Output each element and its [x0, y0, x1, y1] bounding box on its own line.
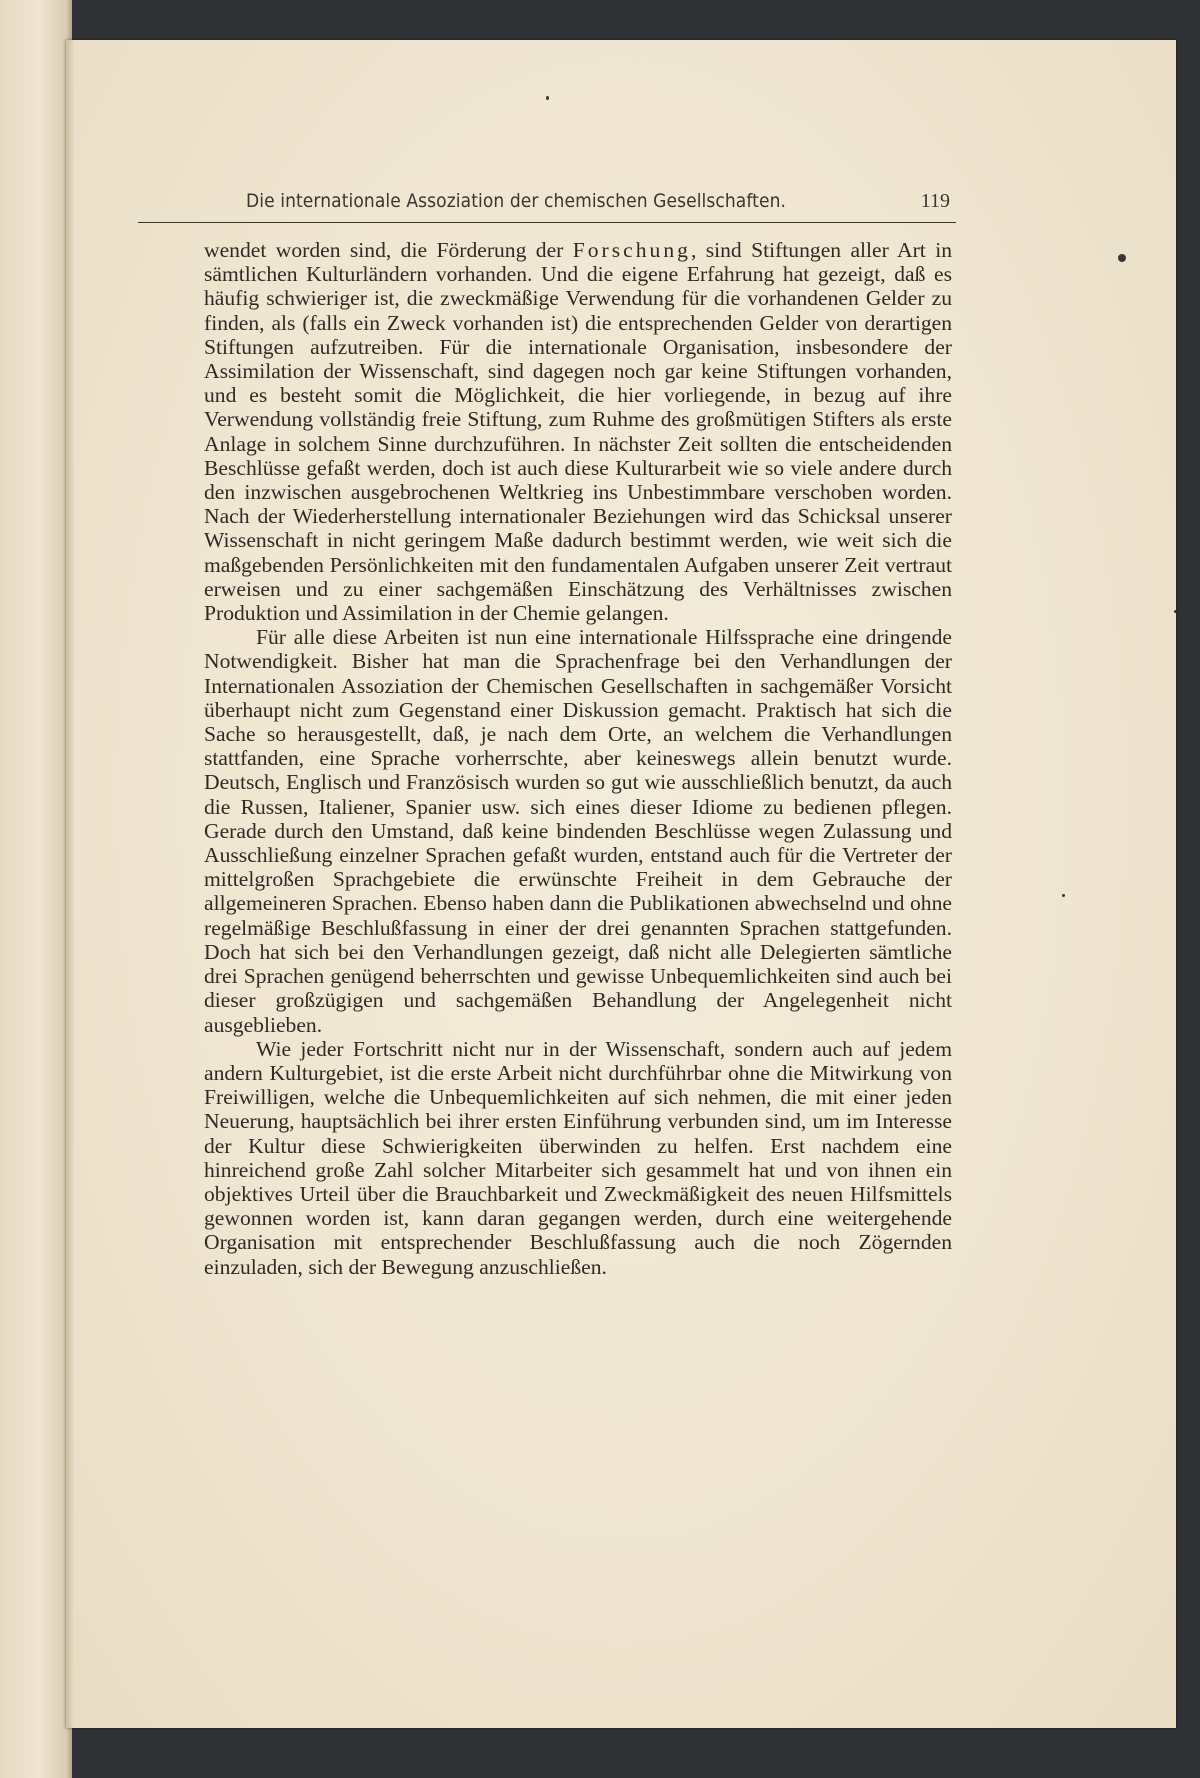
page-number: 119	[920, 190, 950, 212]
ink-speck	[1174, 610, 1177, 613]
running-header	[138, 150, 956, 223]
page-gutter-shadow	[66, 40, 74, 1728]
previous-page-edge	[0, 0, 72, 1778]
emphasized-word: Forschung	[572, 238, 691, 262]
paragraph-3: Wie jeder Fortschritt nicht nur in der Wissenschaft, sondern auch auf jedem andern Kulturgebiet, ist die erste Arbeit nicht durchführbar ohne die Mitwirkung von Freiwilligen, welche die Unbequemlichkeiten auf sich nehmen, die mit einer jeden Neuerung, hauptsächlich bei ihrer ersten Einführung verbunden sind, um im Interesse der Kultur diese Schwierigkeiten überwinden zu helfen. Erst nachdem eine hinreichend große Zahl solcher Mitarbeiter sich gesammelt hat und von ihnen ein objektives Urteil über die Brauchbarkeit und Zweckmäßigkeit des neuen Hilfsmittels gewonnen worden ist, kann daran gegangen werden, durch eine weitergehende Organisation mit entsprechender Beschlußfassung auch die noch Zögernden einzuladen, sich der Bewegung anzuschließen.	[204, 1036, 952, 1279]
ink-speck	[546, 96, 549, 100]
paragraph-2: Für alle diese Arbeiten ist nun eine internationale Hilfssprache eine dringende Notwendigkeit. Bisher hat man die Sprachenfrage bei den Verhandlungen der Internationalen Assoziation der Chemischen Gesellschaften in sachgemäßer Vorsicht überhaupt nicht zum Gegenstand einer Diskussion gemacht. Praktisch hat sich die Sache so herausgestellt, daß, je nach dem Orte, an welchem die Verhandlungen stattfanden, eine Sprache vorherrschte, aber keineswegs allein benutzt wurde. Deutsch, Englisch und Französisch wurden so gut wie ausschließlich benutzt, da auch die Russen, Italiener, Spanier usw. sich eines dieser Idiome zu bedienen pflegen. Gerade durch den Umstand, daß keine bindenden Beschlüsse wegen Zulassung und Ausschließung einzelner Sprachen gefaßt wurden, entstand auch für die Vertreter der mittelgroßen Sprachgebiete die erwünschte Freiheit in dem Gebrauche der allgemeineren Sprachen. Ebenso haben dann die Publikationen abwechselnd und ohne regelmäßige Beschlußfassung in einer der drei genannten Sprachen stattgefunden. Doch hat sich bei den Verhandlungen gezeigt, daß nicht alle Delegierten sämtliche drei Sprachen genügend beherrschten und gewisse Unbequemlichkeiten sind auch bei dieser großzügigen und sachgemäßen Behandlung der Angelegenheit nicht ausgeblieben.	[204, 625, 952, 1037]
paragraph-1-start: wendet worden sind, die Förderung der	[204, 238, 573, 262]
paragraph-1-rest: , sind Stiftungen aller Art in sämtlichen Kulturländern vorhanden. Und die eigene Erfahrung hat gezeigt, daß es häufig schwieriger ist, die zweckmäßige Verwendung für die vorhandenen Gelder zu finden, als (falls ein Zweck vorhanden ist) die entsprechenden Gelder von derartigen Stiftungen aufzutreiben. Für die internationale Organisation, insbesondere der Assimilation der Wissenschaft, sind dagegen noch gar keine Stiftungen vorhanden, und es besteht somit die Möglichkeit, die hier vorliegende, in bezug auf ihre Verwendung vollständig freie Stiftung, zum Ruhme des großmütigen Stifters als erste Anlage in solchem Sinne durchzuführen. In nächster Zeit sollten die entscheidenden Beschlüsse gefaßt werden, doch ist auch diese Kulturarbeit wie so viele andere durch den inzwischen ausgebrochenen Weltkrieg ins Unbestimmbare verschoben worden. Nach der Wiederherstellung internationaler Beziehungen wird das Schicksal unserer Wissenschaft in nicht geringem Maße dadurch bestimmt werden, wie weit sich die maßgebenden Persönlichkeiten mit den fundamentalen Aufgaben unserer Zeit vertraut erweisen und zu einer sachgemäßen Einschätzung des Verhältnisses zwischen Produktion und Assimilation in der Chemie gelangen.	[204, 238, 952, 626]
running-title: Die internationale Assoziation der chemischen Gesellschaften.	[246, 190, 787, 212]
paragraph-1	[204, 238, 952, 625]
ink-speck	[1062, 894, 1065, 897]
body-text	[204, 238, 952, 1279]
ink-speck	[1118, 254, 1126, 262]
